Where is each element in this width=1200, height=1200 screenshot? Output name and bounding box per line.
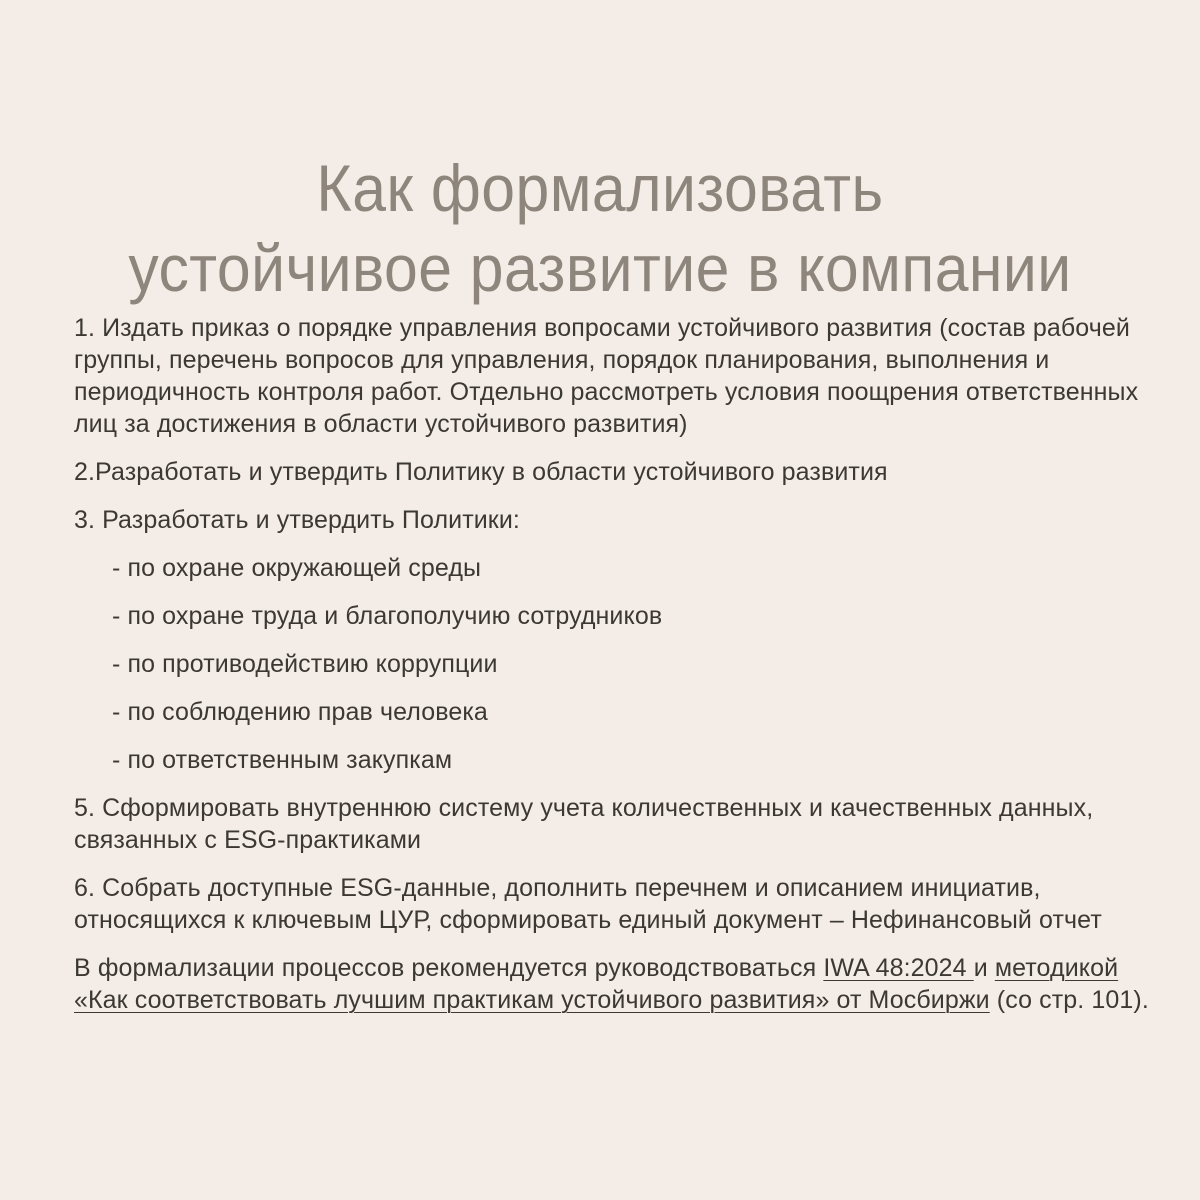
step-1: 1. Издать приказ о порядке управления вопросами устойчивого развития (состав рабочей группы, перечень вопросов для управления, порядок планирования, выполнения и периодичность контроля работ. Отдельно рассмотреть условия поощрения ответственных лиц за достижения в области устойчивого развития) [74, 314, 1139, 438]
step-2: 2.Разработать и утвердить Политику в области устойчивого развития [74, 458, 888, 486]
steps-list [74, 312, 1164, 1032]
policy-human-rights: - по соблюдению прав человека [112, 698, 488, 726]
step-3: 3. Разработать и утвердить Политики: [74, 506, 520, 534]
title-line-2: устойчивое развитие в компании [128, 231, 1072, 306]
policy-environment: - по охране окружающей среды [112, 554, 482, 582]
recommendation-note [74, 952, 1164, 1016]
step-5: 5. Сформировать внутреннюю систему учета количественных и качественных данных, связанных с ESG-практиками [74, 794, 1094, 854]
policy-labor-safety: - по охране труда и благополучию сотрудников [112, 602, 663, 630]
moex-methodology-link[interactable]: методикой «Как соответствовать лучшим практикам устойчивого развития» от Мосбиржи [74, 954, 1119, 1014]
note-prefix: В формализации процессов рекомендуется руководствоваться [74, 954, 824, 982]
note-suffix: (со стр. 101). [989, 986, 1149, 1014]
title-line-1: Как формализовать [316, 151, 884, 226]
page-title [48, 148, 1152, 308]
policy-procurement: - по ответственным закупкам [112, 746, 453, 774]
policy-anti-corruption: - по противодействию коррупции [112, 650, 498, 678]
step-6: 6. Собрать доступные ESG-данные, дополнить перечнем и описанием инициатив, относящихся к ключевым ЦУР, сформировать единый документ – Нефинансовый отчет [74, 874, 1102, 934]
note-middle: и [973, 954, 995, 982]
iwa-48-link[interactable]: IWA 48:2024 [823, 954, 974, 982]
